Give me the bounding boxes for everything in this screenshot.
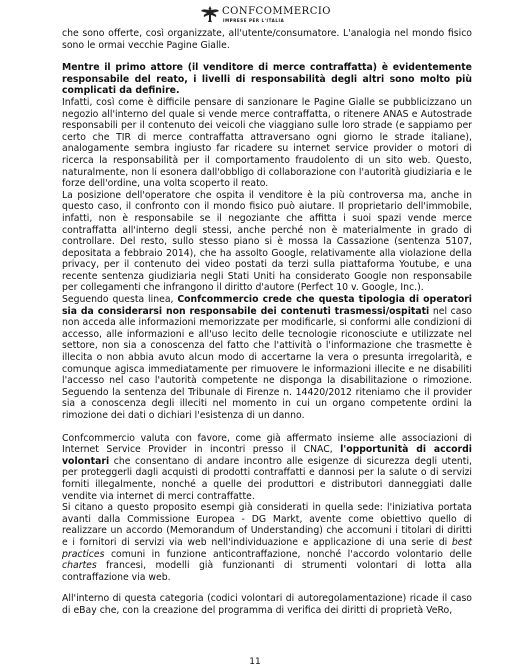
- text-run: Seguendo questa linea,: [62, 294, 178, 306]
- page-number: 11: [249, 657, 261, 667]
- text-run: che consentano di andare incontro alle esigenze di sicurezza degli utenti, per proteggerli dagli acquisti di prodotti contraffatti e dannosi per la salute o di servizi forniti illegalmente, nonché a quelle dei produttori e distributori danneggiati dalle vendite via internet di merci contraffatte.: [62, 455, 472, 502]
- page-header: [0, 4, 510, 26]
- text-run-bold: Confcommercio crede che questa tipologia di operatori sia da considerarsi non responsabile dei contenuti trasmessi/ospitati: [62, 294, 472, 317]
- text-run: francesi, modelli già funzionanti di strumenti volontari di lotta alla contraffazione via web.: [62, 560, 472, 583]
- brand-name: CONFCOMMERCIO: [222, 6, 331, 17]
- paragraph-ebay: All'interno di questa categoria (codici volontari di autoregolamentazione) ricade il caso di eBay che, con la creazione del programma di verifica dei diritti di proprietà VeRo,: [62, 593, 472, 616]
- paragraph-intro: che sono offerte, così organizzate, all'utente/consumatore. L'analogia nel mondo fisico sono le ormai vecchie Pagine Gialle.: [62, 28, 472, 51]
- text-run-italic: best practices: [62, 536, 472, 560]
- paragraph-bold-statement: Mentre il primo attore (il venditore di merce contraffatta) è evidentemente responsabile del reato, i livelli di responsabilità degli altri sono molto più complicati da definire.: [62, 62, 472, 97]
- document-body: [62, 28, 472, 617]
- text-run: Si citano a questo proposito esempi già considerati in quella sede: l'iniziativa portata avanti dalla Commissione Europea - DG Markt, avente come obiettivo quello di realizzare un accordo (Memorandum of Understanding) che accomuni i titolari di diritti e i fornitori di servizi via web nell'individuazione e applicazione di una serie di: [62, 502, 472, 548]
- text-run-italic: chartes: [62, 560, 97, 572]
- paragraph-pagine-gialle: Infatti, così come è difficile pensare di sanzionare le Pagine Gialle se pubblicizzano un negozio all'interno del quale si vende merce contraffatta, o ritenere ANAS e Autostrade responsabili per il contenuto dei veicoli che viaggiano sulle loro strade (e sappiamo per certo che TIR di merce contraffatta attraversano ogni giorno le strade italiane), analogamente sembra ingiusto far ricadere su internet service provider o motori di ricerca la responsabilità per il comportamento fraudolento di un sito web. Questo, naturalmente, non li esonera dall'obbligo di collaborazione con l'autorità giudiziaria e le forze dell'ordine, una volta scoperto il reato.: [62, 96, 472, 190]
- text-run: nel caso non acceda alle informazioni memorizzate per modificarle, si conformi alle condizioni di accesso, alle informazioni e all'uso lecito delle tecnologie riconosciute e utilizzate nel settore, non sia a conoscenza del fatto che l'attività o l'informazione che trasmette è illecita o non abbia avuto alcun modo di accertarne la vera o presunta irregolarità, e comunque agisca immediatamente per rimuovere le informazioni illecite e ne disabiliti l'accesso nel caso l'autorità competente ne disponga la disabilitazione o rimozione. Seguendo la sentenza del Tribunale di Firenze n. 14420/2012 riteniamo che il provider sia a conoscenza degli illeciti nel momento in cui un organo competente ordini la rimozione dei dati o dichiari l'esistenza di un danno.: [62, 305, 472, 421]
- text-run: comuni in funzione anticontraffazione, nonché l'accordo volontario delle: [104, 548, 472, 560]
- text-run-bold: l'opportunità di accordi volontari: [62, 444, 472, 467]
- paragraph-operatore: La posizione dell'operatore che ospita il venditore è la più controversa ma, anche in questo caso, il confronto con il mondo fisico può aiutare. Il proprietario dell'immobile, infatti, non è responsabile se il negoziante che affitta i suoi spazi vende merce contraffatta all'interno degli stessi, anche perché non è materialmente in grado di controllare. Del resto, sullo stesso piano si è mossa la Cassazione (sentenza 5107, depositata a febbraio 2014), che ha assolto Google, relativamente alla violazione della privacy, per il contenuto dei video postati da terzi sulla piattaforma Youtube, e una recente sentenza giudiziaria negli Stati Uniti ha considerato Google non responsabile per collegamenti che infrangono il diritto d'autore (Perfect 10 v. Google, Inc.).: [62, 189, 472, 294]
- paragraph-esempi: [62, 502, 472, 583]
- brand-tagline: IMPRESE PER L'ITALIA: [223, 18, 285, 23]
- paragraph-seguendo: [62, 294, 472, 422]
- paragraph-accordi: [62, 433, 472, 503]
- text-run: Confcommercio valuta con favore, come già affermato insieme alle associazioni di Internet Service Provider in incontri presso il CNAC,: [62, 432, 472, 456]
- eagle-emblem-icon: [200, 4, 220, 24]
